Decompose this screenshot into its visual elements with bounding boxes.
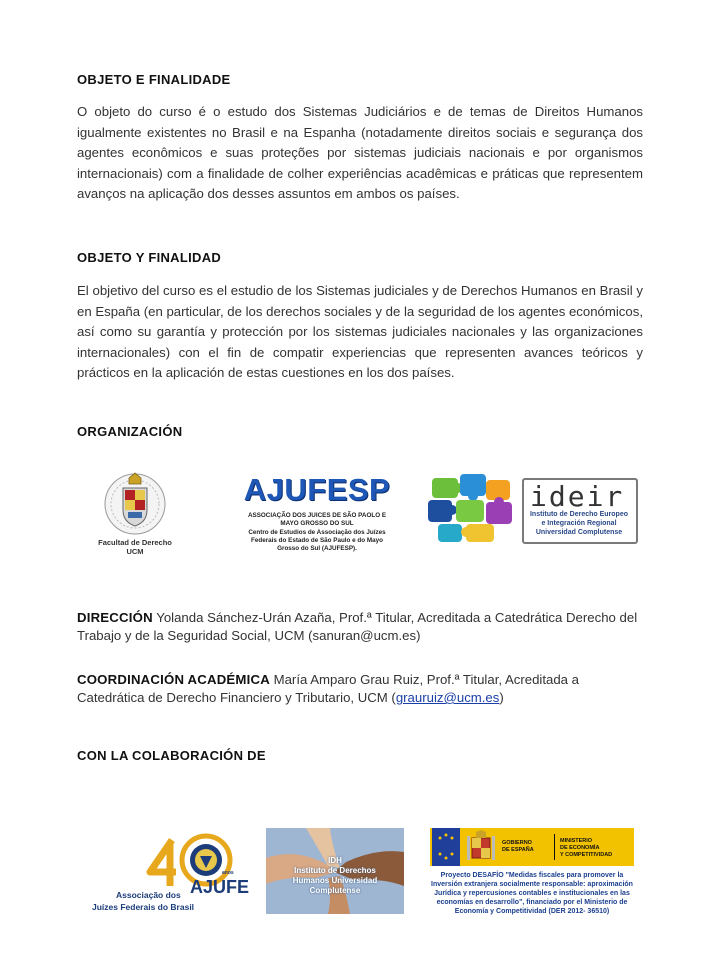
idh-line2: Instituto de Derechos xyxy=(294,866,376,875)
puzzle-icon xyxy=(426,472,526,544)
coordinacion-text-end: ) xyxy=(499,690,504,705)
direccion-text: Yolanda Sánchez-Urán Azaña, Prof.ª Titular, Acreditada a Catedrática Derecho del Trabajo y de la Seguridad Social, UCM (sanuran@ucm.es) xyxy=(77,610,638,643)
idh-line1: IDH xyxy=(328,856,342,865)
eu-flag-icon xyxy=(432,828,460,866)
coordinacion-block xyxy=(77,671,643,707)
ministerio-line3: Y COMPETITIVIDAD xyxy=(560,852,613,858)
desafio-line3: Jurídica y repercusiones contables e institucionales en las xyxy=(434,890,630,897)
ideir-logo xyxy=(426,472,638,544)
heading-colaboracion: CON LA COLABORACIÓN DE xyxy=(77,748,266,763)
idh-logo xyxy=(266,828,404,914)
ajufesp-line3: Centro de Estudios de Associação dos Juízes xyxy=(248,529,386,536)
gobierno-logo xyxy=(430,828,634,932)
coordinacion-text: María Amparo Grau Ruiz, Prof.ª Titular, Acreditada a Catedrática de Derecho Financiero y Tributario, UCM ( xyxy=(77,672,579,705)
ajufe-name: AJUFE xyxy=(190,877,250,897)
ajufe-logo xyxy=(80,832,250,922)
coordinacion-email-link[interactable]: grauruiz@ucm.es xyxy=(395,690,500,705)
coordinacion-label: COORDINACIÓN ACADÉMICA xyxy=(77,672,270,687)
ajufesp-title: AJUFESP xyxy=(243,472,391,507)
ajufe-line2: Juízes Federais do Brasil xyxy=(92,902,195,912)
direccion-label: DIRECCIÓN xyxy=(77,610,153,625)
ajufesp-line1: ASSOCIAÇÃO DOS JUICES DE SÃO PAOLO E xyxy=(247,512,387,519)
direccion-block xyxy=(77,609,643,645)
idh-line4: Complutense xyxy=(309,886,361,895)
desafio-line1: Proyecto DESAFÍO "Medidas fiscales para promover la xyxy=(440,872,624,879)
spain-coat-of-arms-icon xyxy=(466,830,496,864)
ucm-crest-icon xyxy=(85,470,185,538)
desafio-line4: economías en desarrollo", financiado por el Ministerio de xyxy=(436,899,628,906)
heading-objeto-es: OBJETO Y FINALIDAD xyxy=(77,250,222,265)
idh-line3: Humanos Universidad xyxy=(292,876,378,885)
ideir-line2: e Integración Regional xyxy=(541,520,617,527)
ucm-logo xyxy=(85,470,185,560)
desafio-line5: Economía y Competitividad (DER 2012- 36510) xyxy=(454,908,610,915)
heading-objeto-pt: OBJETO E FINALIDADE xyxy=(77,72,231,87)
heading-organizacion: ORGANIZACIÓN xyxy=(77,424,183,439)
paragraph-objeto-pt: O objeto do curso é o estudo dos Sistemas Judiciários e de temas de Direitos Humanos igualmente existentes no Brasil e na Espanha (notadamente direitos sociais e segurança dos agentes econômicos e suas proteções por sistemas judiciais nacionais e por organismos internacionais) com a finalidade de colher experiências acadêmicas e práticas que representem avanços na aplicação dos desses assuntos em ambos os países. xyxy=(77,104,643,202)
ajufesp-line2: MAYO GROSSO DO SUL xyxy=(280,520,354,527)
ucm-label-line1: Facultad de Derecho xyxy=(98,538,172,547)
gobierno-line2: DE ESPAÑA xyxy=(502,847,534,853)
ajufesp-logo xyxy=(242,472,392,567)
desafio-line2: Inversión extranjera socialmente responsable: aproximación xyxy=(431,881,633,888)
ideir-line3: Universidad Complutense xyxy=(535,529,623,536)
ideir-title: ideir xyxy=(530,480,625,513)
ajufe-line1: Associação dos xyxy=(116,890,181,900)
gobierno-line1: GOBIERNO xyxy=(502,840,532,846)
paragraph-objeto-es: El objetivo del curso es el estudio de los Sistemas judiciales y de Derechos Humanos en Brasil y en España (en particular, de los derechos sociales y de la seguridad de los agentes económicos, así como su garantía y protección por los sistemas judiciales nacionales y las organizaciones internacionales) con el fin de compatir experiencias que representen avances teóricos y prácticos en la aplicación de estas cuestiones en los dos países. xyxy=(77,283,643,381)
ajufesp-line4: Federais do Estado de São Paulo e do Mayo xyxy=(251,537,383,544)
ucm-label-line2: UCM xyxy=(126,547,144,556)
ideir-line1: Instituto de Derecho Europeo xyxy=(529,511,628,518)
ajufesp-line5: Grosso do Sul (AJUFESP). xyxy=(277,545,357,552)
ministerio-line2: DE ECONOMÍA xyxy=(560,845,600,851)
ajufe-anos: anos xyxy=(222,870,234,876)
gobierno-divider xyxy=(554,834,555,860)
ministerio-line1: MINISTERIO xyxy=(560,838,593,844)
